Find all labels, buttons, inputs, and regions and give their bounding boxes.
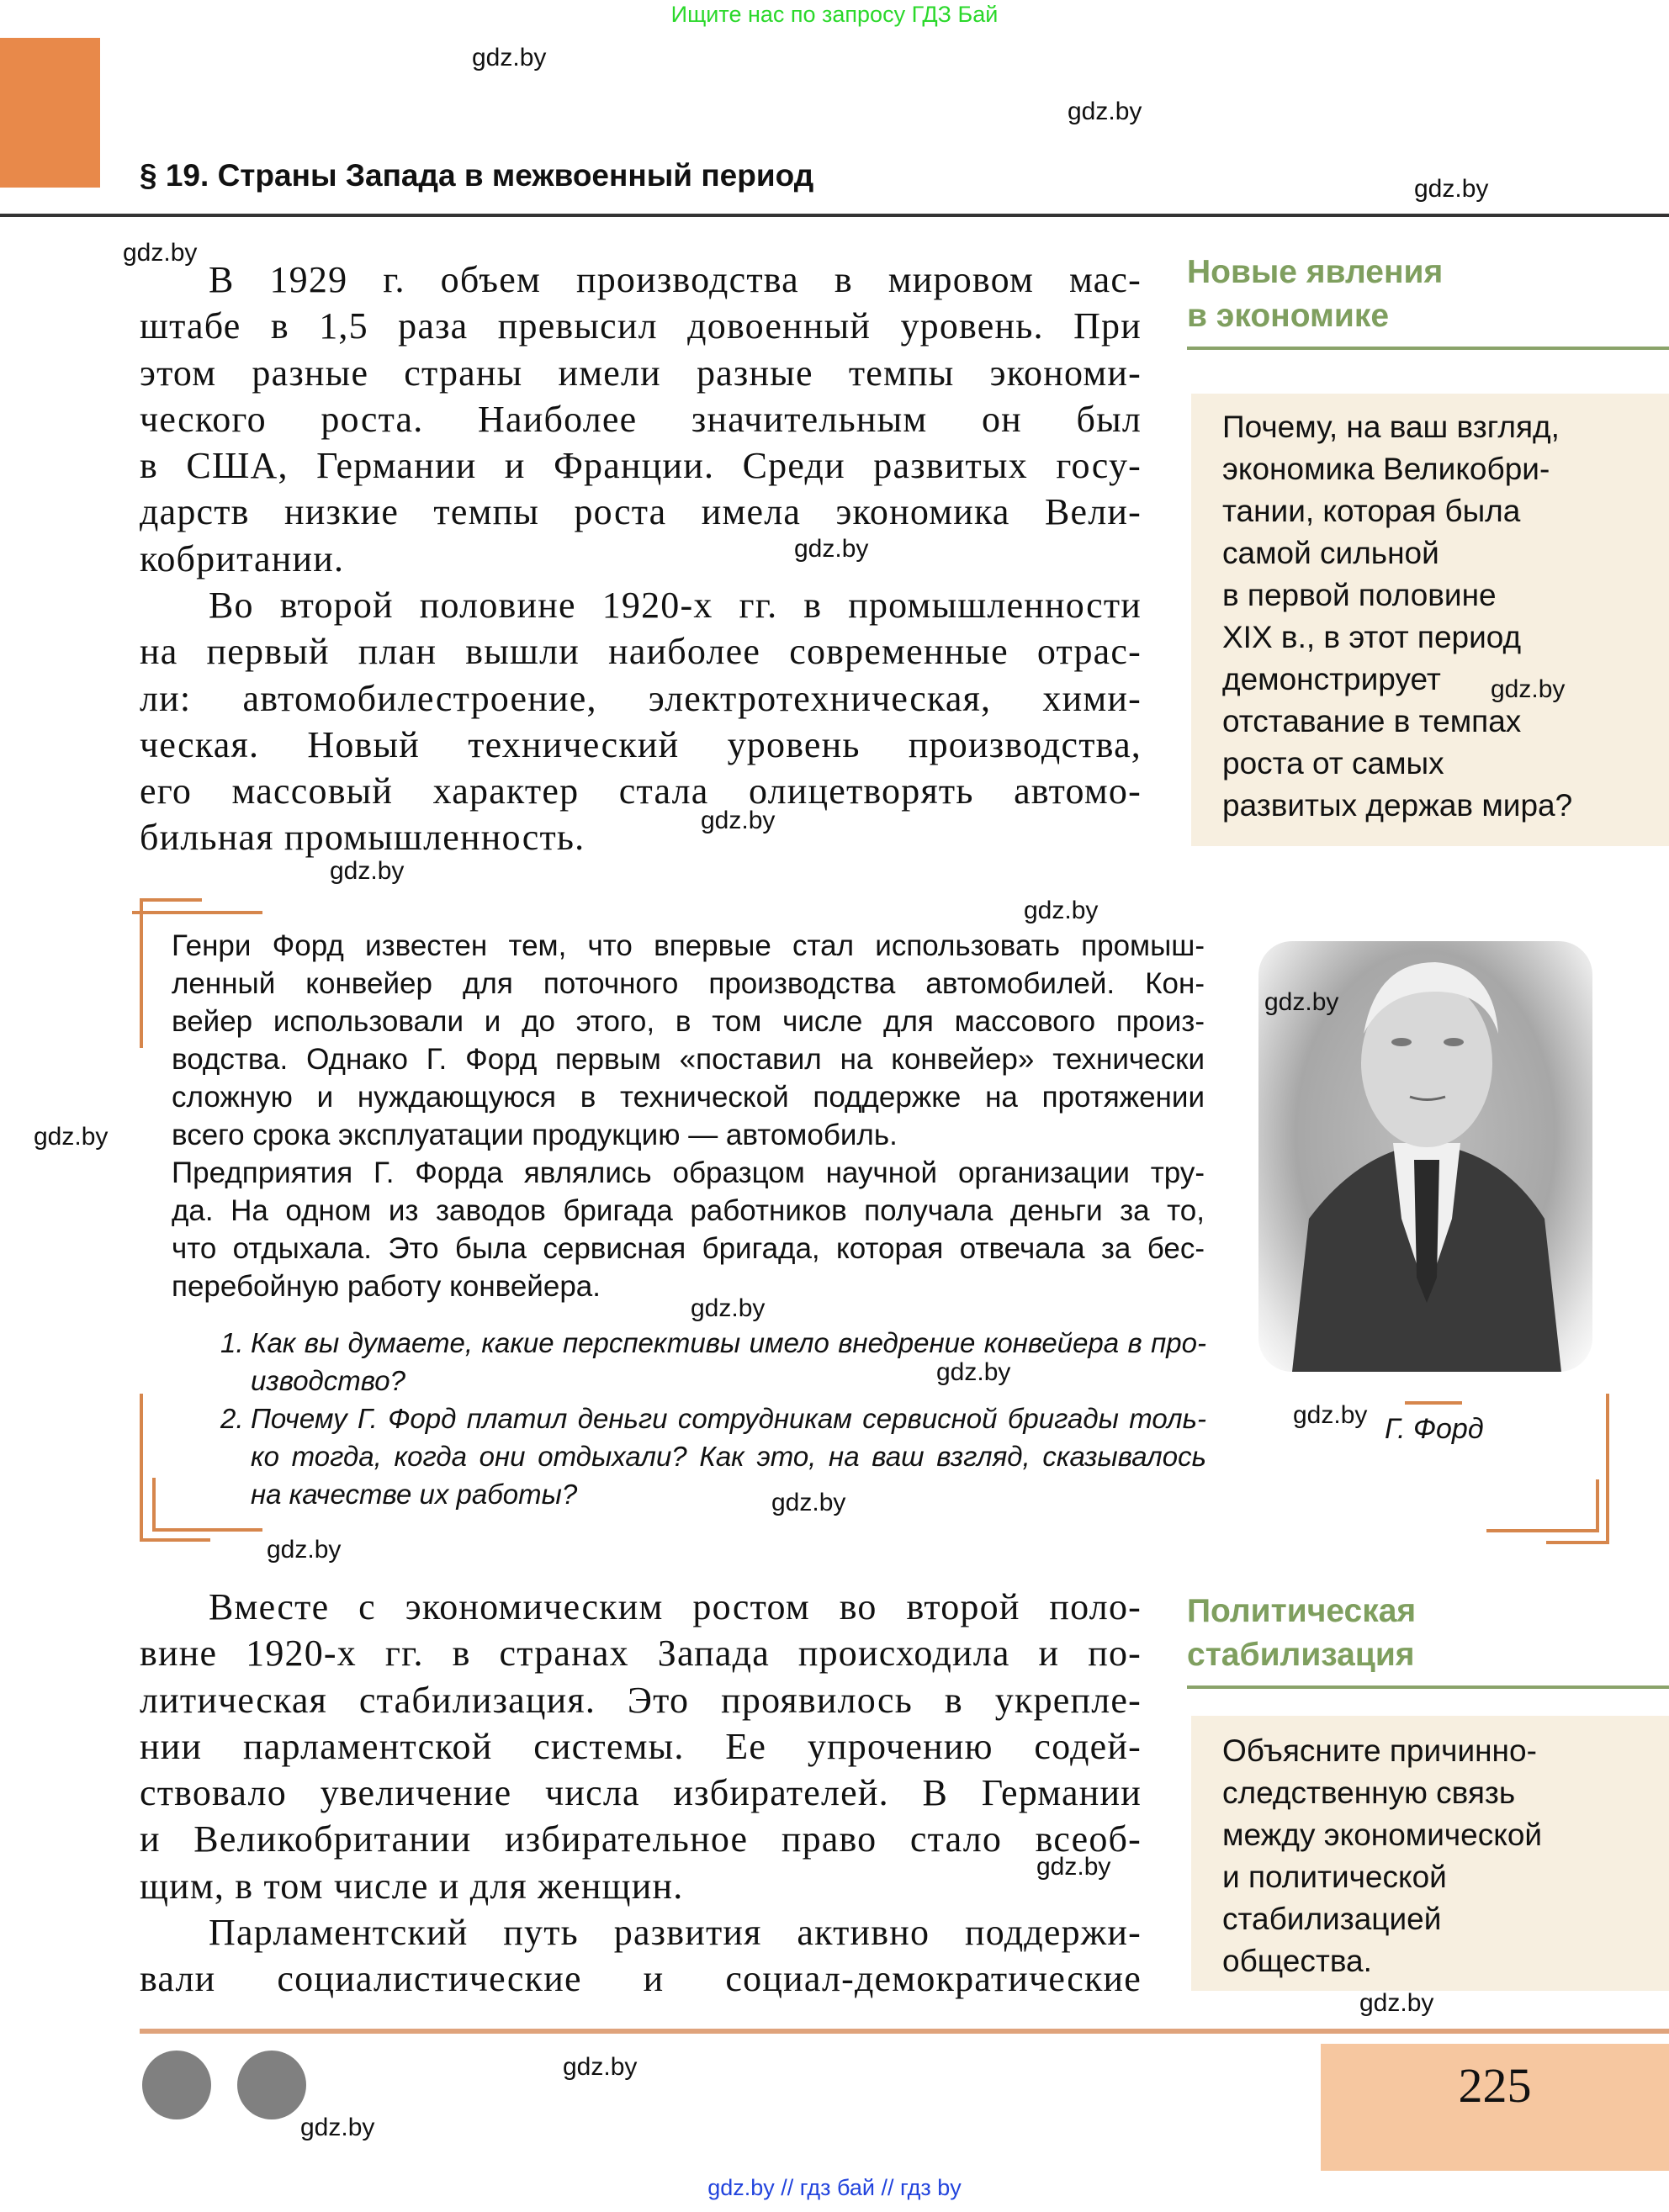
- ford-text-organization: [172, 1154, 1205, 1305]
- watermark: gdz.by: [300, 2114, 375, 2141]
- watermark: gdz.by: [1491, 675, 1566, 703]
- text-line: вейер использовали и до этого, в том числе для массового произ-: [172, 1005, 1205, 1038]
- text-line: всего срока эксплуатации продукцию — автомобиль.: [172, 1119, 898, 1151]
- text-line: в первой половине: [1222, 578, 1497, 612]
- watermark: gdz.by: [1068, 98, 1142, 125]
- watermark: gdz.by: [267, 1536, 342, 1564]
- page-marker-dot: [237, 2051, 306, 2119]
- page-marker-dot: [142, 2051, 211, 2119]
- text-line: самой сильной: [1222, 536, 1439, 570]
- side-heading-economy: [1187, 251, 1443, 338]
- question-line: [220, 1362, 1206, 1400]
- text-line: его массовый характер стала олицетворять автомо-: [140, 770, 1142, 812]
- text-line: нии парламентской системы. Ее упрочению содей-: [140, 1725, 1142, 1767]
- text-line: Предприятия Г. Форда являлись образцом научной организации тру-: [172, 1156, 1205, 1189]
- question-number: 2.: [220, 1403, 244, 1434]
- text-line: Генри Форд известен тем, что впервые стал использовать промыш-: [172, 929, 1205, 962]
- text-line: экономика Великобри-: [1222, 452, 1550, 486]
- text-line: XIX в., в этот период: [1222, 620, 1522, 654]
- footer-divider: [140, 2029, 1669, 2034]
- text-line: отставание в темпах: [1222, 704, 1522, 738]
- text-line: на первый план вышли наиболее современные отрас-: [140, 631, 1142, 673]
- watermark: gdz.by: [1293, 1401, 1368, 1429]
- watermark: gdz.by: [1414, 175, 1489, 203]
- watermark: gdz.by: [691, 1294, 766, 1322]
- text-line: Почему, на ваш взгляд,: [1222, 410, 1560, 444]
- text-line: ствовало увеличение числа избирателей. В Германии: [140, 1772, 1142, 1814]
- text-line: ческого роста. Наиболее значительным он был: [140, 398, 1142, 440]
- question-text: Почему Г. Форд платил деньги сотрудникам сервисной бригады толь-: [251, 1403, 1206, 1434]
- question-box-economy: [1191, 394, 1669, 846]
- text-line: этом разные страны имели разные темпы экономи-: [140, 352, 1142, 394]
- question-line: [220, 1324, 1206, 1362]
- question-text: ко тогда, когда они отдыхали? Как это, на ваш взгляд, сказывалось: [251, 1441, 1206, 1472]
- text-line: сложную и нуждающуюся в технической поддержке на протяжении: [172, 1081, 1205, 1114]
- watermark: gdz.by: [1264, 988, 1339, 1016]
- text-line: да. На одном из заводов бригада работников получала деньги за то,: [172, 1194, 1205, 1227]
- text-line: что отдыхала. Это была сервисная бригада, которая отвечала за бес-: [172, 1232, 1205, 1265]
- text-line: вали социалистические и социал-демократические: [140, 1958, 1142, 2000]
- side-heading-rule: [1187, 347, 1669, 350]
- text-line: роста от самых: [1222, 746, 1444, 781]
- watermark: gdz.by: [123, 239, 198, 267]
- search-hint: Ищите нас по запросу ГДЗ Бай: [670, 2, 999, 27]
- text-line: и политической: [1222, 1860, 1447, 1894]
- text-line: стабилизация: [1187, 1637, 1415, 1673]
- page-number: 225: [1458, 2058, 1532, 2113]
- site-links[interactable]: gdz.by // гдз бай // гдз by: [707, 2175, 962, 2200]
- text-line: вине 1920-х гг. в странах Запада происходила и по-: [140, 1633, 1142, 1675]
- text-line: ли: автомобилестроение, электротехническая, хими-: [140, 677, 1142, 719]
- side-heading-politics: [1187, 1590, 1416, 1677]
- question-text: [1222, 406, 1572, 827]
- ford-text-conveyor: [172, 927, 1205, 1154]
- question-text: на качестве их работы?: [251, 1479, 578, 1510]
- watermark: gdz.by: [771, 1489, 846, 1516]
- header-divider: [0, 214, 1669, 217]
- text-line: бильная промышленность.: [140, 817, 585, 859]
- text-line: демонстрирует: [1222, 662, 1441, 696]
- question-number: 1.: [220, 1327, 244, 1358]
- text-line: перебойную работу конвейера.: [172, 1270, 601, 1303]
- side-heading-rule: [1187, 1685, 1669, 1689]
- text-line: Во второй половине 1920-х гг. в промышленности: [209, 585, 1142, 626]
- text-line: Новые явления: [1187, 254, 1444, 290]
- watermark: gdz.by: [1024, 897, 1099, 924]
- watermark: gdz.by: [794, 535, 869, 563]
- text-line: следственную связь: [1222, 1775, 1516, 1810]
- ford-questions: [220, 1324, 1206, 1513]
- text-line: штабе в 1,5 раза превысил довоенный уровень. При: [140, 305, 1142, 347]
- text-line: тании, которая была: [1222, 494, 1521, 528]
- watermark: gdz.by: [472, 44, 547, 71]
- text-line: стабилизацией: [1222, 1902, 1442, 1936]
- watermark: gdz.by: [1036, 1853, 1111, 1881]
- watermark: gdz.by: [936, 1358, 1011, 1386]
- text-line: Объясните причинно-: [1222, 1733, 1537, 1768]
- paragraph-industry: [140, 582, 1142, 861]
- question-line: [220, 1400, 1206, 1437]
- text-line: кобритании.: [140, 537, 345, 579]
- text-line: литическая стабилизация. Это проявилось в укрепле-: [140, 1679, 1142, 1721]
- watermark: gdz.by: [563, 2053, 638, 2081]
- watermark: gdz.by: [1359, 1989, 1434, 2017]
- chapter-marker: [0, 38, 100, 188]
- question-box-politics: [1191, 1716, 1669, 1991]
- text-line: между экономической: [1222, 1818, 1543, 1852]
- text-line: в экономике: [1187, 298, 1390, 334]
- text-line: ческая. Новый технический уровень производства,: [140, 723, 1142, 765]
- photo-caption: Г. Форд: [1385, 1413, 1484, 1445]
- watermark: gdz.by: [701, 807, 776, 834]
- text-line: развитых держав мира?: [1222, 788, 1573, 823]
- paragraph-parliament: [140, 1909, 1142, 2003]
- text-line: Парламентский путь развития активно поддержи-: [209, 1912, 1142, 1953]
- text-line: и Великобритании избирательное право стало всеоб-: [140, 1818, 1142, 1860]
- text-line: дарств низкие темпы роста имела экономика Вели-: [140, 491, 1142, 533]
- text-line: ленный конвейер для поточного производства автомобилей. Кон-: [172, 967, 1205, 1000]
- text-line: Вместе с экономическим ростом во второй поло-: [209, 1586, 1142, 1627]
- page-number-box: [1321, 2044, 1669, 2171]
- question-text: [1222, 1730, 1542, 1982]
- watermark: gdz.by: [330, 857, 405, 885]
- paragraph-economy: [140, 257, 1142, 582]
- text-line: щим, в том числе и для женщин.: [140, 1865, 684, 1907]
- text-line: водства. Однако Г. Форд первым «поставил на конвейер» технически: [172, 1043, 1205, 1076]
- watermark: gdz.by: [34, 1123, 109, 1151]
- page-title: § 19. Страны Запада в межвоенный период: [140, 158, 814, 193]
- question-text: Как вы думаете, какие перспективы имело внедрение конвейера в про-: [251, 1327, 1206, 1358]
- question-text: изводство?: [251, 1365, 405, 1396]
- question-line: [220, 1437, 1206, 1475]
- paragraph-politics: [140, 1584, 1142, 1909]
- text-line: В 1929 г. объем производства в мировом мас-: [209, 259, 1142, 300]
- text-line: общества.: [1222, 1944, 1372, 1978]
- text-line: в США, Германии и Франции. Среди развитых госу-: [140, 445, 1142, 487]
- question-line: [220, 1475, 1206, 1513]
- text-line: Политическая: [1187, 1593, 1417, 1629]
